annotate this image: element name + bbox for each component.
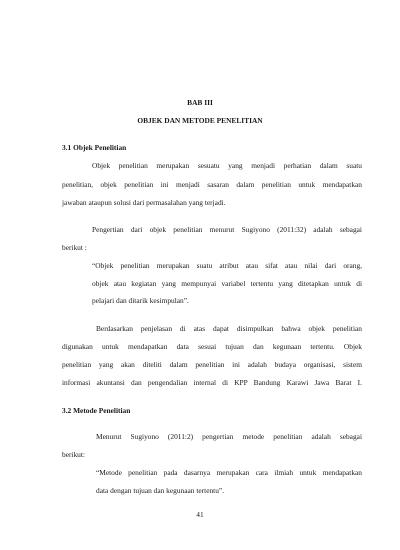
paragraph-line: Menurut Sugiyono (2011:2) pengertian metode penelitian adalah sebagai xyxy=(96,432,362,441)
quote-line: “Metode penelitian pada dasarnya merupakan cara ilmiah untuk mendapatkan xyxy=(96,468,362,477)
paragraph-line: berikut: xyxy=(62,450,85,459)
paragraph-line: penelitian, objek penelitian ini menjadi sasaran dalam penelitian untuk mendapatkan xyxy=(62,180,362,189)
paragraph-line: Berdasarkan penjelasan di atas dapat disimpulkan bahwa objek penelitian xyxy=(96,324,362,333)
section-heading-3-1: 3.1 Objek Penelitian xyxy=(62,143,127,152)
paragraph-line: berikut : xyxy=(62,243,87,252)
chapter-title: OBJEK DAN METODE PENELITIAN xyxy=(137,116,263,125)
paragraph-line: Objek penelitian merupakan sesuatu yang menjadi perhatian dalam suatu xyxy=(92,161,362,170)
paragraph-line: Pengertian dari objek penelitian menurut Sugiyono (2011:32) adalah sebagai xyxy=(92,225,362,234)
page-number: 41 xyxy=(196,510,204,519)
quote-line: objek atau kegiatan yang mempunyai variabel tertentu yang ditetapkan untuk di xyxy=(92,279,362,288)
chapter-label: BAB III xyxy=(187,98,213,107)
paragraph-line: informasi akuntansi dan pengendalian internal di KPP Bandung Karawi Jawa Barat I. xyxy=(62,378,362,387)
quote-line: data dengan tujuan dan kegunaan tertentu”. xyxy=(96,486,225,495)
paragraph-line: digunakan untuk mendapatkan data sesuai tujuan dan kegunaan tertentu. Objek xyxy=(62,342,362,351)
paragraph-line: jawaban ataupun solusi dari permasalahan yang terjadi. xyxy=(62,198,226,207)
quote-line: “Objek penelitian merupakan suatu atribut atau sifat atau nilai dari orang, xyxy=(92,261,362,270)
paragraph-line: penelitian yang akan diteliti dalam penelitian ini adalah budaya organisasi, sistem xyxy=(62,360,362,369)
quote-line: pelajari dan ditarik kesimpulan”. xyxy=(92,296,189,305)
section-heading-3-2: 3.2 Metode Penelitian xyxy=(62,406,131,415)
